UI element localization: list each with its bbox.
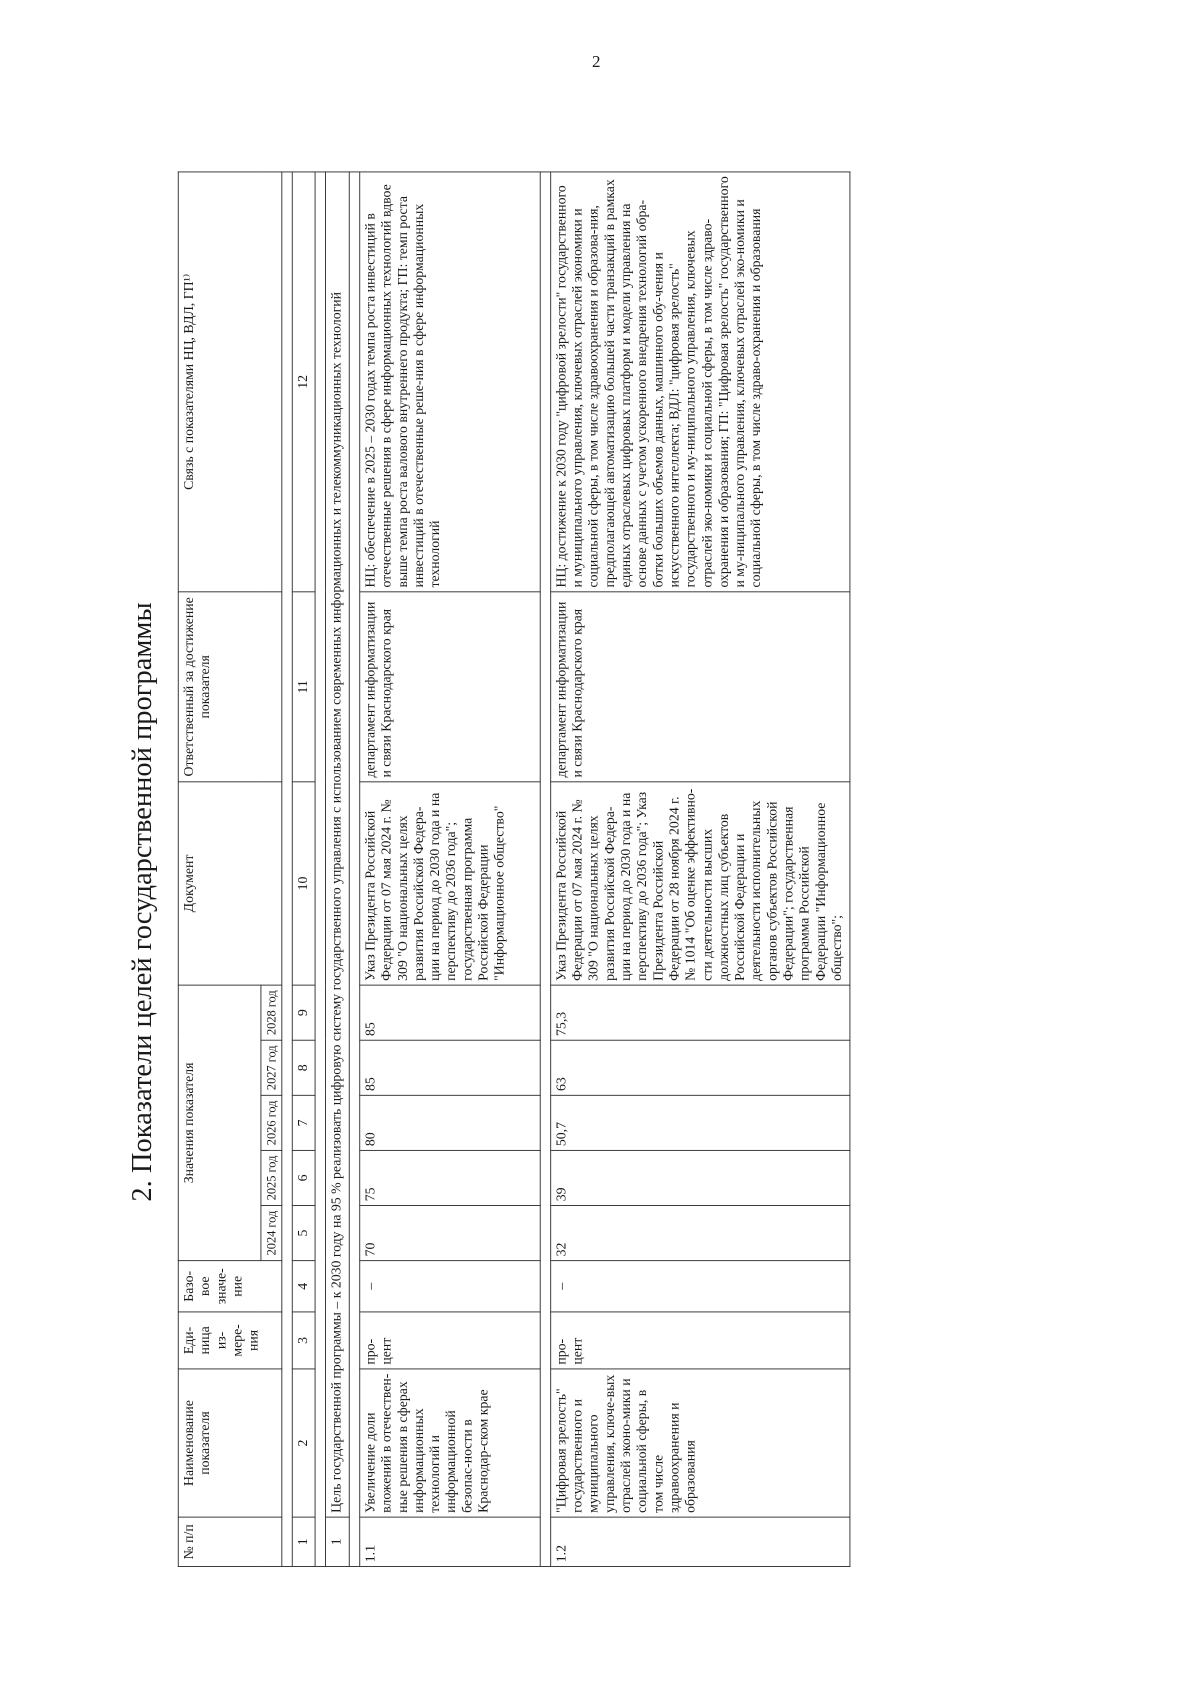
row-name: Увеличение доли вложений в отечествен-ные решения в сферах информационных технологий и информационной безопас-ности в Краснодар-ском крае — [359, 1369, 540, 1517]
section-title: 2. Показатели целей государственной программы — [126, 602, 158, 1202]
row-base: – — [359, 1261, 540, 1312]
row-value: 75 — [359, 1150, 540, 1205]
header-year: 2024 год — [261, 1206, 282, 1261]
column-number: 3 — [293, 1312, 316, 1369]
header-document: Документ — [178, 782, 282, 985]
row-document: Указ Президента Российской Федерации от 07 мая 2024 г. № 309 "О национальных целях развития Российской Федера-ции на период до 2030 года и на перспективу до 2036 года"; государственная программа Российской Федерации "Информационное общество" — [359, 782, 540, 985]
column-number: 2 — [293, 1369, 316, 1517]
row-link: НЦ: обеспечение в 2025 – 2030 годах темпа роста инвестиций в отечественные решения в сфере информационных технологий вдвое выше темпа роста валового внутреннего продукта; ГП: темп роста инвестиций в отечественные реше-ния в сфере информационных технологий — [359, 172, 540, 592]
row-value: 50,7 — [550, 1095, 849, 1150]
row-value: 85 — [359, 985, 540, 1040]
page-number: 2 — [592, 52, 601, 71]
row-value: 85 — [359, 1040, 540, 1095]
row-value: 32 — [550, 1206, 849, 1261]
goal-num: 1 — [326, 1517, 349, 1566]
header-responsible: Ответственный за достижение показателя — [178, 592, 282, 782]
table-gap — [282, 172, 292, 1567]
column-number: 9 — [293, 985, 316, 1040]
row-num: 1.1 — [359, 1517, 540, 1566]
row-unit: про-цент — [359, 1312, 540, 1369]
header-year: 2027 год — [261, 1040, 282, 1095]
rotated-sheet — [60, 142, 1086, 1662]
header-year: 2028 год — [261, 985, 282, 1040]
row-value: 75,3 — [550, 985, 849, 1040]
goal-text: Цель государственной программы – к 2030 году на 95 % реализовать цифровую систему государственного управления с использованием современных информационных и телекоммуникационных технологий — [326, 172, 349, 1517]
table-gap — [315, 172, 325, 1567]
header-unit: Еди-ница из-мере-ния — [178, 1312, 282, 1369]
header-year: 2026 год — [261, 1095, 282, 1150]
table-row — [359, 172, 540, 1567]
row-responsible: департамент информатизации и связи Краснодарского края — [359, 592, 540, 782]
column-number: 1 — [293, 1517, 316, 1566]
row-name: "Цифровая зрелость" государственного и муниципального управления, ключе-вых отраслей эконо-мики и социальной сферы, в том числе здравоохранения и образования — [550, 1369, 849, 1517]
row-value: 80 — [359, 1095, 540, 1150]
header-values: Значения показателя — [178, 985, 261, 1261]
header-link: Связь с показателями НЦ, ВДЛ, ГП¹⁾ — [178, 172, 282, 592]
table-gap — [540, 172, 550, 1567]
row-value: 70 — [359, 1206, 540, 1261]
row-responsible: департамент информатизации и связи Краснодарского края — [550, 592, 849, 782]
column-number: 4 — [293, 1261, 316, 1312]
table-row — [550, 172, 849, 1567]
goal-row — [326, 172, 349, 1567]
header-num: № п/п — [178, 1517, 282, 1566]
column-number: 8 — [293, 1040, 316, 1095]
header-year: 2025 год — [261, 1150, 282, 1205]
column-number: 5 — [293, 1206, 316, 1261]
table-gap — [349, 172, 359, 1567]
row-document: Указ Президента Российской Федерации от 07 мая 2024 г. № 309 "О национальных целях развития Российской Федера-ции на период до 2030 года и на перспективу до 2036 года"; Указ Президента Российской Федерации от 28 ноября 2024 г. № 1014 "Об оценке эффективно-сти деятельности высших должностных лиц субъектов Российской Федерации и деятельности исполнительных органов субъектов Российской Федерации"; государственная программа Российской Федерации "Информационное общество"; — [550, 782, 849, 985]
row-unit: про-цент — [550, 1312, 849, 1369]
row-value: 63 — [550, 1040, 849, 1095]
column-number: 10 — [293, 782, 316, 985]
header-name: Наименование показателя — [178, 1369, 282, 1517]
indicators-table — [178, 171, 850, 1567]
row-num: 1.2 — [550, 1517, 849, 1566]
column-number: 12 — [293, 172, 316, 592]
row-value: 39 — [550, 1150, 849, 1205]
column-number: 11 — [293, 592, 316, 782]
header-base: Базо-вое значе-ние — [178, 1261, 282, 1312]
row-link: НЦ: достижение к 2030 году "цифровой зрелости" государственного и муниципального управления, ключевых отраслей экономики и социальной сферы, в том числе здравоохранения и образова-ния, предполагающей автоматизацию большей части транзакций в рамках единых отраслевых цифровых платформ и модели управления на основе данных с учетом ускоренного внедрения технологий обра-ботки больших объемов данных, машинного обу-чения и искусственного интеллекта; ВДЛ: "цифровая зрелость" государственного и му-ниципального управления, ключевых отраслей эко-номики и социальной сферы, в том числе здраво-охранения и образования; ГП: "Цифровая зрелость" государственного и му-ниципального управления, ключевых отраслей эко-номики и социальной сферы, в том числе здраво-охранения и образования — [550, 172, 849, 592]
column-number: 7 — [293, 1095, 316, 1150]
row-base: – — [550, 1261, 849, 1312]
column-number-row — [293, 172, 316, 1567]
column-number: 6 — [293, 1150, 316, 1205]
